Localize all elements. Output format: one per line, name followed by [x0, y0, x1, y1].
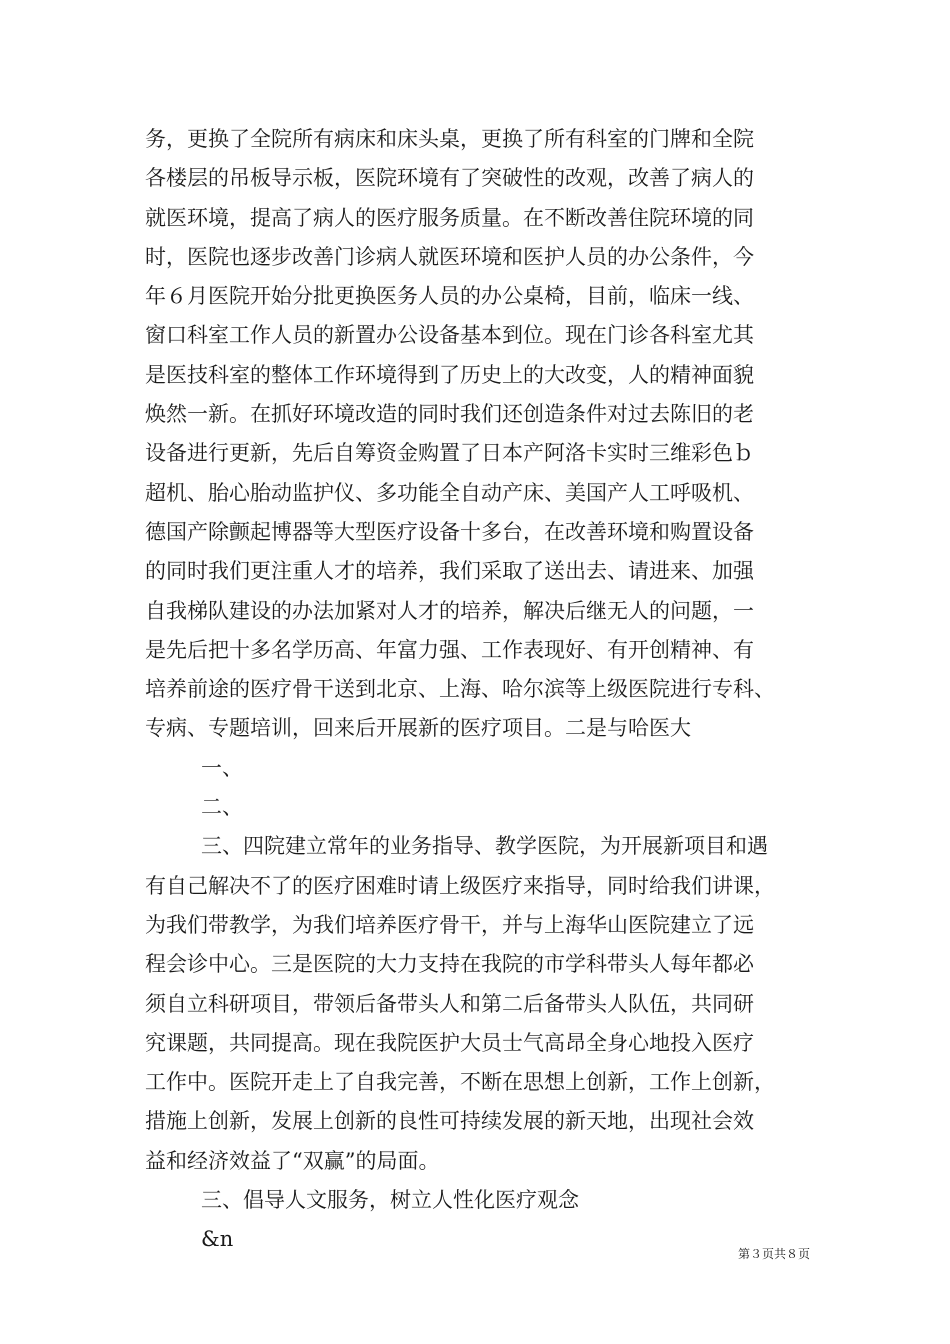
text-line: 为我们带教学，为我们培养医疗骨干，并与上海华山医院建立了远 [145, 912, 754, 937]
list-marker-one: 一、 [201, 755, 243, 780]
text-line: 德国产除颤起博器等大型医疗设备十多台，在改善环境和购置设备 [145, 519, 754, 544]
paragraph-start: 三、四院建立常年的业务指导、教学医院，为开展新项目和遇 [201, 834, 768, 859]
text-line: 是医技科室的整体工作环境得到了历史上的大改变，人的精神面貌 [145, 362, 754, 387]
text-line: 培养前途的医疗骨干送到北京、上海、哈尔滨等上级医院进行专科、 [145, 677, 775, 702]
text-line: 有自己解决不了的医疗困难时请上级医疗来指导，同时给我们讲课， [145, 873, 775, 898]
text-line: 时，医院也逐步改善门诊病人就医环境和医护人员的办公条件，今 [145, 244, 754, 269]
text-line: &n [201, 1227, 234, 1252]
text-line: 年６月医院开始分批更换医务人员的办公桌椅，目前，临床一线、 [145, 284, 754, 309]
text-line: 务，更换了全院所有病床和床头桌，更换了所有科室的门牌和全院 [145, 127, 754, 151]
page-number: 第３页共８页 [737, 1247, 810, 1261]
section-heading: 三、倡导人文服务，树立人性化医疗观念 [201, 1188, 579, 1213]
text-line: 程会诊中心。三是医院的大力支持在我院的市学科带头人每年都必 [145, 952, 754, 977]
text-line: 自我梯队建设的办法加紧对人才的培养，解决后继无人的问题，一 [145, 598, 754, 623]
text-line: 专病、专题培训，回来后开展新的医疗项目。二是与哈医大 [145, 716, 691, 741]
text-line: 措施上创新，发展上创新的良性可持续发展的新天地，出现社会效 [145, 1109, 754, 1134]
text-line: 窗口科室工作人员的新置办公设备基本到位。现在门诊各科室尤其 [145, 323, 754, 348]
text-line: 究课题，共同提高。现在我院医护大员士气高昂全身心地投入医疗 [145, 1030, 754, 1055]
text-line: 各楼层的吊板导示板，医院环境有了突破性的改观，改善了病人的 [145, 166, 754, 191]
text-line: 焕然一新。在抓好环境改造的同时我们还创造条件对过去陈旧的老 [145, 402, 754, 427]
text-line: 就医环境，提高了病人的医疗服务质量。在不断改善住院环境的同 [145, 205, 754, 230]
text-line: 是先后把十多名学历高、年富力强、工作表现好、有开创精神、有 [145, 637, 754, 662]
text-line: 工作中。医院开走上了自我完善，不断在思想上创新，工作上创新， [145, 1070, 775, 1095]
text-line: 超机、胎心胎动监护仪、多功能全自动产床、美国产人工呼吸机、 [145, 480, 754, 505]
text-line: 益和经济效益了“双赢”的局面。 [145, 1148, 440, 1173]
document-body [145, 120, 825, 1260]
text-line: 须自立科研项目，带领后备带头人和第二后备带头人队伍，共同研 [145, 991, 754, 1016]
text-line: 的同时我们更注重人才的培养，我们采取了送出去、请进来、加强 [145, 559, 754, 584]
list-marker-two: 二、 [201, 795, 243, 820]
text-line: 设备进行更新，先后自筹资金购置了日本产阿洛卡实时三维彩色ｂ [145, 441, 754, 466]
